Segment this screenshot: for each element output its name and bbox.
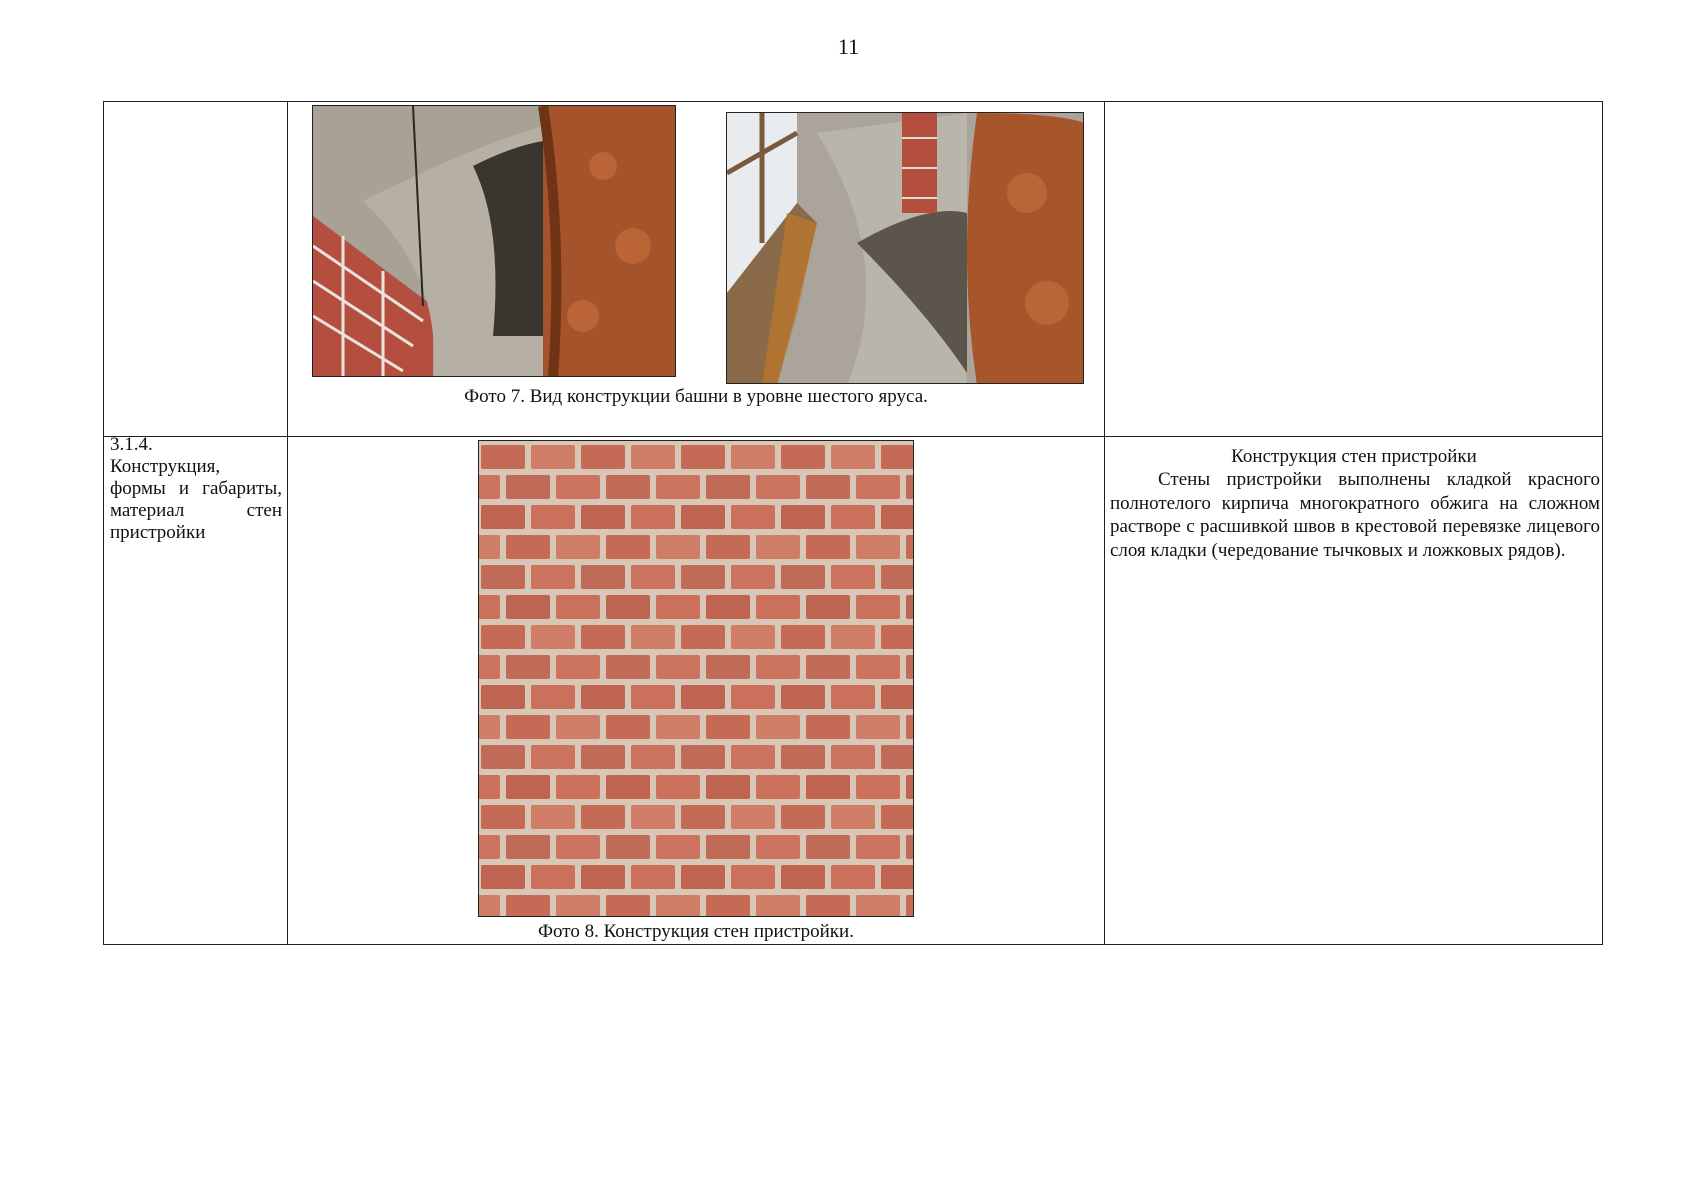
brick [756, 475, 800, 499]
brick [756, 535, 800, 559]
brick [881, 865, 914, 889]
section-title-line-4: пристройки [110, 522, 206, 543]
brick [706, 895, 750, 917]
brick [481, 745, 525, 769]
brick [581, 505, 625, 529]
brick [781, 745, 825, 769]
brick [731, 685, 775, 709]
brick [806, 895, 850, 917]
brick [806, 835, 850, 859]
photo-7-right [726, 112, 1084, 384]
brick [781, 565, 825, 589]
brick [756, 655, 800, 679]
brick [556, 475, 600, 499]
brick [781, 505, 825, 529]
brick [631, 865, 675, 889]
photo-7-caption: Фото 7. Вид конструкции башни в уровне шестого яруса. [464, 386, 928, 407]
brick [706, 835, 750, 859]
brick [506, 535, 550, 559]
brick [806, 655, 850, 679]
brick [656, 655, 700, 679]
brick [581, 685, 625, 709]
brick [731, 865, 775, 889]
brick [756, 715, 800, 739]
brick [481, 505, 525, 529]
brick [681, 625, 725, 649]
col-divider-1 [287, 101, 288, 945]
brick [656, 475, 700, 499]
brick [479, 715, 500, 739]
brick [681, 685, 725, 709]
brick [481, 685, 525, 709]
brick [806, 535, 850, 559]
brick [781, 865, 825, 889]
brick [556, 655, 600, 679]
brick [731, 805, 775, 829]
brick [681, 445, 725, 469]
brick [831, 865, 875, 889]
brick [606, 895, 650, 917]
brick [906, 595, 914, 619]
brick [506, 835, 550, 859]
brick [479, 475, 500, 499]
brick [531, 445, 575, 469]
brick [656, 535, 700, 559]
brick [706, 475, 750, 499]
brick [631, 745, 675, 769]
brick [481, 625, 525, 649]
description-body: Стены пристройки выполнены кладкой красного полнотелого кирпича многократного обжига на сложном растворе с расшивкой швов в крестовой перевязке лицевого слоя кладки (чередование тычковых и ложковых рядов). [1110, 469, 1600, 561]
brick [556, 715, 600, 739]
brick [631, 685, 675, 709]
brick [606, 715, 650, 739]
brick [606, 655, 650, 679]
brick [581, 445, 625, 469]
brick [506, 715, 550, 739]
brick [856, 535, 900, 559]
brick [731, 745, 775, 769]
brick [906, 535, 914, 559]
table-top-border [103, 101, 1603, 102]
brick [531, 745, 575, 769]
brick [781, 685, 825, 709]
photo-7-left [312, 105, 676, 377]
brick [881, 805, 914, 829]
brick [831, 685, 875, 709]
row-divider [103, 436, 1603, 437]
brick [831, 805, 875, 829]
brick [506, 775, 550, 799]
brick [731, 505, 775, 529]
section-title-line-2: формы и габариты, [110, 478, 282, 499]
col-divider-2 [1104, 101, 1105, 945]
brick [831, 625, 875, 649]
photo-8 [478, 440, 914, 917]
brick [656, 895, 700, 917]
brick [481, 445, 525, 469]
brick [556, 775, 600, 799]
brick [656, 715, 700, 739]
brick [906, 895, 914, 917]
table-right-border [1602, 101, 1603, 945]
brick [731, 625, 775, 649]
brick [906, 835, 914, 859]
brick [656, 775, 700, 799]
brick [606, 835, 650, 859]
brick [806, 475, 850, 499]
brick [681, 505, 725, 529]
section-title-line-1: Конструкция, [110, 456, 221, 477]
photo-8-caption: Фото 8. Конструкция стен пристройки. [538, 921, 854, 942]
brick [631, 505, 675, 529]
brick [631, 445, 675, 469]
brick [479, 535, 500, 559]
brick [906, 775, 914, 799]
brick [706, 655, 750, 679]
brick [481, 565, 525, 589]
brick [531, 505, 575, 529]
brick [479, 835, 500, 859]
brick [706, 535, 750, 559]
page-number: 11 [837, 34, 860, 59]
brick [831, 505, 875, 529]
brick [479, 895, 500, 917]
brick [506, 475, 550, 499]
brick [706, 595, 750, 619]
table-bottom-border [103, 944, 1603, 945]
brick [606, 535, 650, 559]
brick [731, 565, 775, 589]
brick [781, 625, 825, 649]
brick [806, 775, 850, 799]
brick [656, 595, 700, 619]
brick [831, 565, 875, 589]
brick [479, 775, 500, 799]
brick [481, 805, 525, 829]
tower-window-image [727, 113, 1084, 384]
brick [881, 505, 914, 529]
brick [506, 895, 550, 917]
brick [479, 595, 500, 619]
brick [606, 595, 650, 619]
brick [531, 685, 575, 709]
brick [831, 445, 875, 469]
brick [856, 895, 900, 917]
brick [856, 475, 900, 499]
brick [856, 835, 900, 859]
section-number: 3.1.4. [110, 434, 153, 455]
section-title-line-3: материал стен [110, 500, 282, 521]
brick [906, 475, 914, 499]
brick [656, 835, 700, 859]
brick [631, 625, 675, 649]
brick [506, 595, 550, 619]
section-heading [110, 434, 282, 544]
brick [806, 595, 850, 619]
brick-wall-image [479, 441, 914, 917]
brick [479, 655, 500, 679]
brick [531, 865, 575, 889]
brick [756, 595, 800, 619]
brick [881, 565, 914, 589]
brick [556, 895, 600, 917]
brick [856, 715, 900, 739]
brick [781, 445, 825, 469]
brick [606, 775, 650, 799]
brick [781, 805, 825, 829]
brick [881, 685, 914, 709]
brick [756, 835, 800, 859]
brick [756, 895, 800, 917]
brick [856, 595, 900, 619]
brick [681, 805, 725, 829]
brick [806, 715, 850, 739]
brick [681, 865, 725, 889]
brick [731, 445, 775, 469]
brick [556, 595, 600, 619]
table-left-border [103, 101, 104, 945]
brick [556, 835, 600, 859]
brick [831, 745, 875, 769]
brick [906, 715, 914, 739]
brick [856, 775, 900, 799]
description-title: Конструкция стен пристройки [1231, 446, 1477, 467]
brick [531, 625, 575, 649]
brick [506, 655, 550, 679]
brick [581, 745, 625, 769]
brick [681, 745, 725, 769]
brick [631, 805, 675, 829]
brick [881, 745, 914, 769]
brick [706, 775, 750, 799]
brick [881, 445, 914, 469]
brick [581, 625, 625, 649]
brick [556, 535, 600, 559]
brick [531, 805, 575, 829]
brick [856, 655, 900, 679]
tower-interior-image [313, 106, 676, 377]
brick [681, 565, 725, 589]
brick [581, 805, 625, 829]
brick [481, 865, 525, 889]
brick [531, 565, 575, 589]
brick [906, 655, 914, 679]
brick [581, 865, 625, 889]
brick [631, 565, 675, 589]
brick [756, 775, 800, 799]
brick [706, 715, 750, 739]
brick [881, 625, 914, 649]
brick [606, 475, 650, 499]
brick [581, 565, 625, 589]
